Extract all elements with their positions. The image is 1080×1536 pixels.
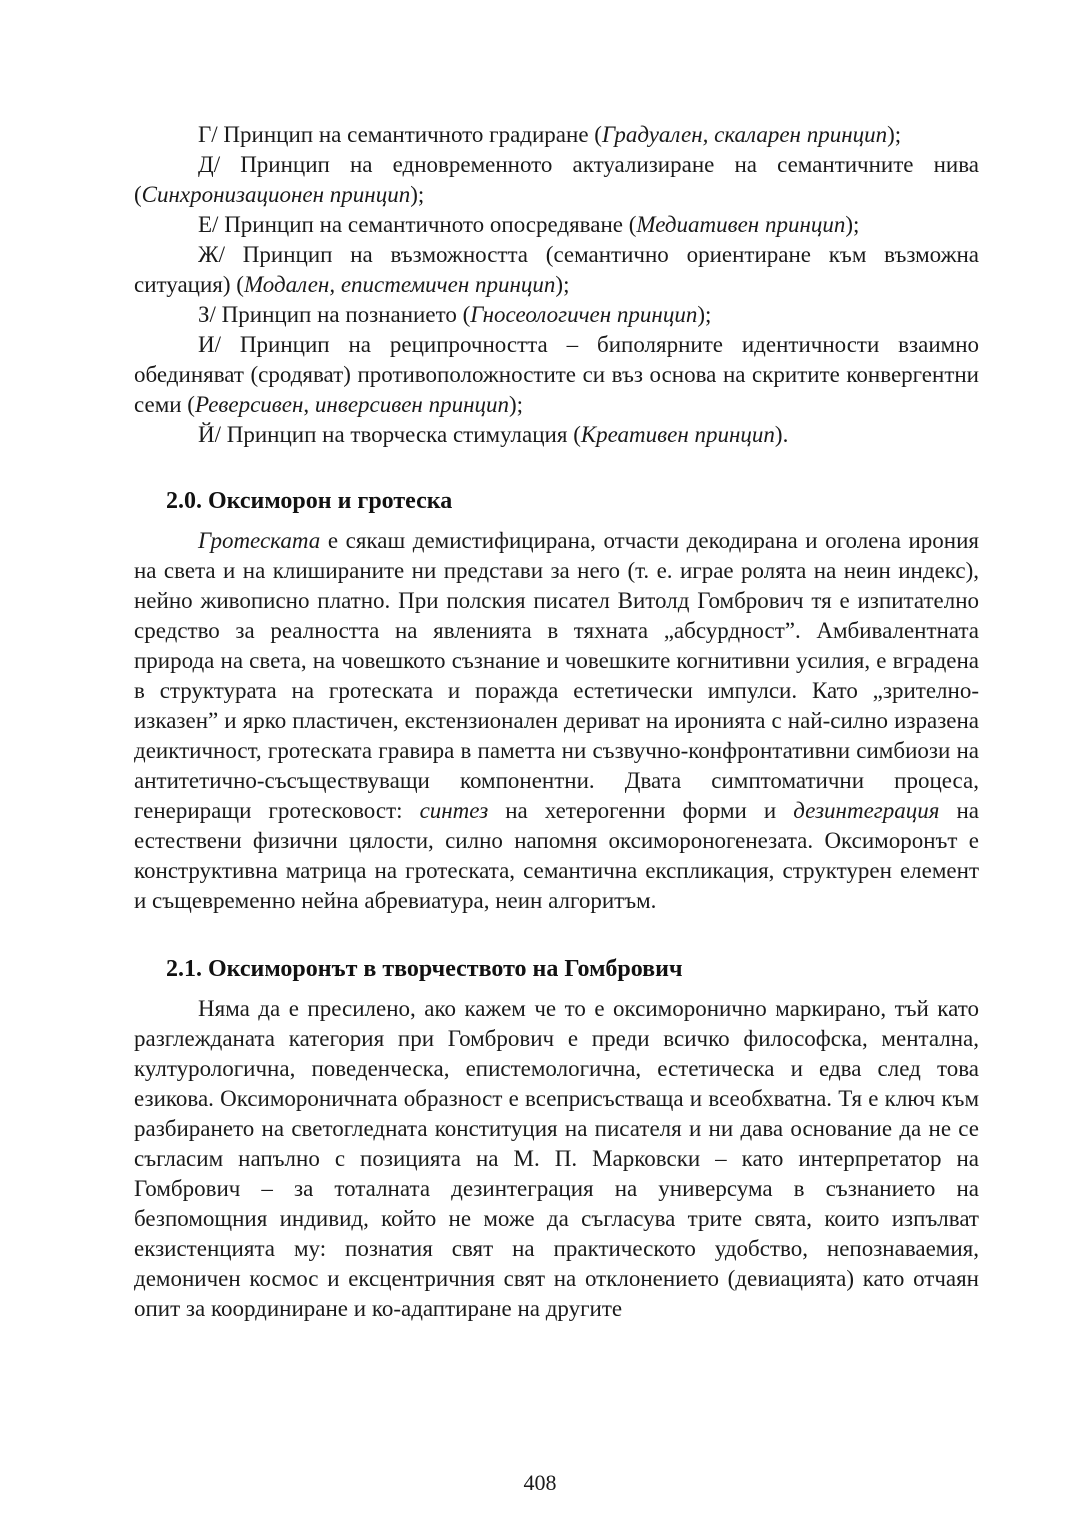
principle-i: И/ Принцип на реципрочността – биполярните идентичности взаимно обединяват (сродяват) противоположностите си въз основа на скритите конвергентни семи (Реверсивен, инверсивен принцип); — [134, 332, 979, 417]
principle-d: Д/ Принцип на едновременното актуализиране на семантичните нива (Синхронизационен принцип); — [134, 152, 979, 207]
section-heading-2-0: 2.0. Оксиморон и гротеска — [166, 488, 453, 514]
principle-d-name: Синхронизационен принцип — [141, 182, 411, 207]
principle-z: З/ Принцип на познанието (Гносеологичен принцип); — [198, 302, 712, 327]
principle-i-name-2: инверсивен принцип — [314, 392, 509, 417]
principle-y: Й/ Принцип на творческа стимулация (Креативен принцип). — [198, 422, 789, 447]
document-page — [134, 120, 979, 1324]
principle-g-name: Градуален, скаларен принцип — [601, 122, 888, 147]
principle-zh: Ж/ Принцип на възможността (семантично ориентиране към възможна ситуация) (Модален, епистемичен принцип); — [134, 242, 979, 297]
principle-zh-name: Модален, епистемичен принцип — [243, 272, 556, 297]
synthesis-term: синтез — [419, 798, 489, 823]
principle-y-name: Креативен принцип — [580, 422, 775, 447]
section-2-0-paragraph: Гротеската е сякаш демистифицирана, отчасти декодирана и оголена ирония на света и на клишираните ни представи за него (т. е. играе ролята на неин индекс), нейно живописно платно. При полския писател Витолд Гомбрович тя е изпитателно средство за реалността на явленията в тяхната „абсурдност”. Амбивалентната природа на света, на човешкото съзнание и човешките когнитивни усилия, е вградена в структурата на гротеската и поражда естетически импулси. Като „зрително-изказен” и ярко пластичен, екстензионален дериват на иронията с най-силно изразена деиктичност, гротеската гравира в паметта ни съзвучно-конфронтативни симбиози на антитетично-съсъществуващи компонентни. Двата симптоматични процеса, генериращи гротесковост: синтез на хетерогенни форми и дезинтеграция на естествени физични цялости, силно напомня оксимороногенезата. Оксиморонът е конструктивна матрица на гротеската, семантична експликация, структурен елемент и същевременно нейна абревиатура, неин алгоритъм. — [134, 528, 979, 913]
principle-g: Г/ Принцип на семантичното градиране (Градуален, скаларен принцип); — [198, 122, 902, 147]
page-number: 408 — [523, 1470, 557, 1495]
principle-e: Е/ Принцип на семантичното опосредяване (Медиативен принцип); — [198, 212, 860, 237]
section-heading-2-1: 2.1. Оксиморонът в творчеството на Гомбрович — [166, 956, 683, 982]
disintegration-term: дезинтеграция — [793, 798, 940, 823]
principle-z-name: Гносеологичен принцип — [470, 302, 698, 327]
principle-i-name: Реверсивен — [194, 392, 304, 417]
section-2-1-paragraph: Няма да е пресилено, ако кажем че то е оксиморонично маркирано, тъй като разглежданата категория при Гомбрович е преди всичко философска, ментална, културологична, поведенческа, епистемологична, естетическа и едва след това езикова. Оксимороничната образност е всеприсъстваща и всеобхватна. Тя е ключ към разбирането на светогледната конституция на писателя и ни дава основание да не се съгласим напълно с позицията на М. П. Марковски – като интерпретатор на Гомбрович – за тоталната дезинтеграция на универсума в съзнанието на безпомощния индивид, който не може да съгласува трите свята, които изпълват екзистенцията му: познатия свят на практическото удобство, непознаваемия, демоничен космос и ексцентричния свят на отклонението (девиацията) като отчаян опит за координиране и ко-адаптиране на другите — [134, 996, 979, 1321]
grotesque-term: Гротеската — [198, 528, 321, 553]
principle-e-name: Медиативен принцип — [636, 212, 846, 237]
